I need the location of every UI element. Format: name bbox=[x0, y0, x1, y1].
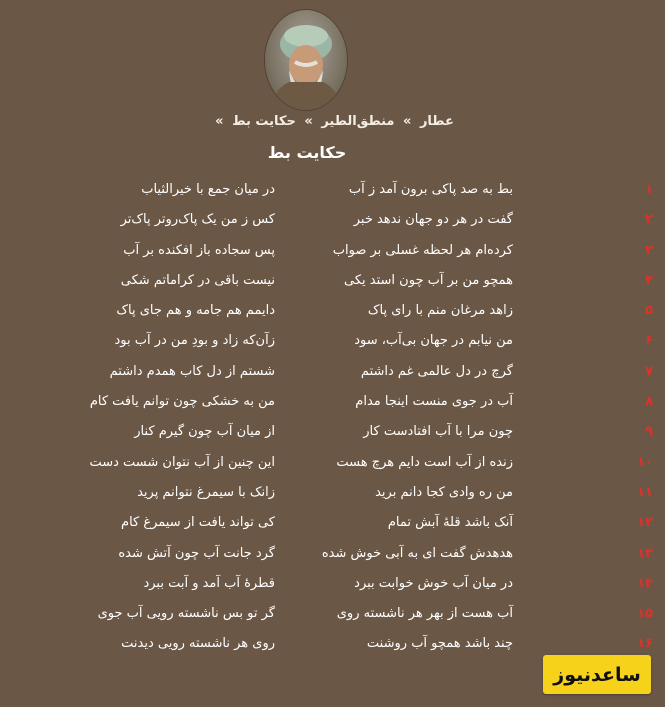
verse-list bbox=[0, 176, 665, 661]
verse-number[interactable]: ۱۴ bbox=[637, 575, 653, 591]
verse-first-hemistich: چند باشد همچو آب روشنت bbox=[366, 636, 513, 652]
verse-first-hemistich: زنده از آب است دایم هرچ هست bbox=[336, 454, 513, 470]
verse-second-hemistich: از میان آب چون گیرم کنار bbox=[134, 424, 275, 440]
verse-second-hemistich: نیست باقی در کراماتم شکی bbox=[120, 272, 275, 288]
verse-first-hemistich: کرده‌ام هر لحظه غسلی بر صواب bbox=[332, 242, 513, 258]
verse-second-hemistich: زآن‌که زاد و بودِ من در آب بود bbox=[114, 333, 275, 349]
verse-first-hemistich: بط به صد پاکی برون آمد ز آب bbox=[348, 182, 513, 197]
verse-row bbox=[0, 570, 665, 600]
verse-first-hemistich: آنک باشد قلهٔ آبش تمام bbox=[387, 515, 513, 531]
verse-second-hemistich: کس ز من یک پاک‌روتر پاک‌تر bbox=[120, 212, 275, 228]
verse-row bbox=[0, 358, 665, 388]
verse-number[interactable]: ۸ bbox=[645, 394, 653, 410]
verse-second-hemistich: قطرهٔ آب آمد و آبت ببرد bbox=[143, 575, 275, 591]
verse-number[interactable]: ۱۵ bbox=[637, 606, 653, 622]
verse-number[interactable]: ۴ bbox=[645, 272, 653, 288]
verse-second-hemistich: پس سجاده باز افکنده بر آب bbox=[123, 242, 275, 258]
breadcrumb-separator: » bbox=[215, 114, 224, 129]
verse-second-hemistich: شستم از دل کاب همدم داشتم bbox=[109, 363, 275, 379]
verse-row bbox=[0, 479, 665, 509]
verse-row bbox=[0, 509, 665, 539]
verse-second-hemistich: گرد جانت آب چون آتش شده bbox=[118, 545, 275, 561]
verse-row bbox=[0, 297, 665, 327]
verse-number[interactable]: ۳ bbox=[645, 242, 653, 258]
verse-first-hemistich: گفت در هر دو جهان ندهد خبر bbox=[353, 212, 513, 228]
verse-number[interactable]: ۱۰ bbox=[637, 454, 653, 470]
verse-second-hemistich: در میان جمع با خیرالثیاب bbox=[141, 182, 275, 197]
site-watermark-logo: ساعدنیوز bbox=[543, 655, 651, 694]
verse-row bbox=[0, 267, 665, 297]
verse-first-hemistich: هدهدش گفت ای به آبی خوش شده bbox=[321, 545, 513, 561]
breadcrumb-book[interactable]: منطق‌الطیر bbox=[321, 114, 395, 129]
verse-row bbox=[0, 327, 665, 357]
verse-row bbox=[0, 449, 665, 479]
verse-first-hemistich: آب هست از بهر هر ناشسته روی bbox=[336, 606, 513, 622]
verse-second-hemistich: زانک با سیمرغ نتوانم پرید bbox=[137, 484, 275, 500]
verse-first-hemistich: آب در جوی منست اینجا مدام bbox=[355, 394, 513, 410]
verse-number[interactable]: ۲ bbox=[645, 212, 653, 228]
verse-second-hemistich: این چنین از آب نتوان شست دست bbox=[89, 454, 275, 470]
poet-portrait bbox=[265, 10, 347, 110]
verse-second-hemistich: کی تواند یافت از سیمرغ کام bbox=[121, 515, 275, 531]
verse-first-hemistich: من ره وادی کجا دانم برید bbox=[375, 484, 513, 500]
verse-row bbox=[0, 206, 665, 236]
verse-row bbox=[0, 176, 665, 206]
breadcrumb-separator: » bbox=[304, 114, 313, 129]
verse-second-hemistich: من به خشکی چون توانم یافت کام bbox=[89, 394, 275, 410]
verse-number[interactable]: ۱۶ bbox=[637, 636, 653, 652]
verse-first-hemistich: من نیابم در جهان بی‌آب، سود bbox=[354, 333, 513, 349]
verse-first-hemistich: همچو من بر آب چون استد یکی bbox=[344, 272, 513, 288]
verse-number[interactable]: ۹ bbox=[645, 424, 653, 440]
verse-number[interactable]: ۱۱ bbox=[637, 484, 653, 500]
breadcrumb-separator: » bbox=[403, 114, 412, 129]
verse-number[interactable]: ۱ bbox=[645, 182, 653, 197]
verse-second-hemistich: روی هر ناشسته رویی دیدنت bbox=[121, 636, 275, 652]
verse-number[interactable]: ۷ bbox=[645, 363, 653, 379]
verse-row bbox=[0, 540, 665, 570]
verse-first-hemistich: گرچ در دل عالمی غم داشتم bbox=[360, 363, 513, 379]
verse-row bbox=[0, 388, 665, 418]
verse-second-hemistich: دایمم هم جامه و هم جای پاک bbox=[116, 303, 275, 319]
verse-row bbox=[0, 418, 665, 448]
verse-second-hemistich: گر تو بس ناشسته رویی آب جوی bbox=[97, 606, 275, 622]
breadcrumb-story[interactable]: حکایت بط bbox=[232, 114, 296, 129]
breadcrumb bbox=[0, 114, 665, 129]
verse-first-hemistich: زاهد مرغان منم با رای پاک bbox=[367, 303, 513, 319]
verse-number[interactable]: ۱۲ bbox=[637, 515, 653, 531]
verse-number[interactable]: ۱۳ bbox=[637, 545, 653, 561]
verse-number[interactable]: ۵ bbox=[645, 303, 653, 319]
breadcrumb-poet[interactable]: عطار bbox=[419, 114, 454, 129]
verse-number[interactable]: ۶ bbox=[645, 333, 653, 349]
verse-first-hemistich: چون مرا با آب افتادست کار bbox=[363, 424, 513, 440]
page-title: حکایت بط bbox=[267, 143, 347, 162]
verse-row bbox=[0, 600, 665, 630]
verse-first-hemistich: در میان آب خوش خوابت ببرد bbox=[354, 575, 513, 591]
poet-portrait-image bbox=[265, 10, 347, 110]
verse-row bbox=[0, 237, 665, 267]
